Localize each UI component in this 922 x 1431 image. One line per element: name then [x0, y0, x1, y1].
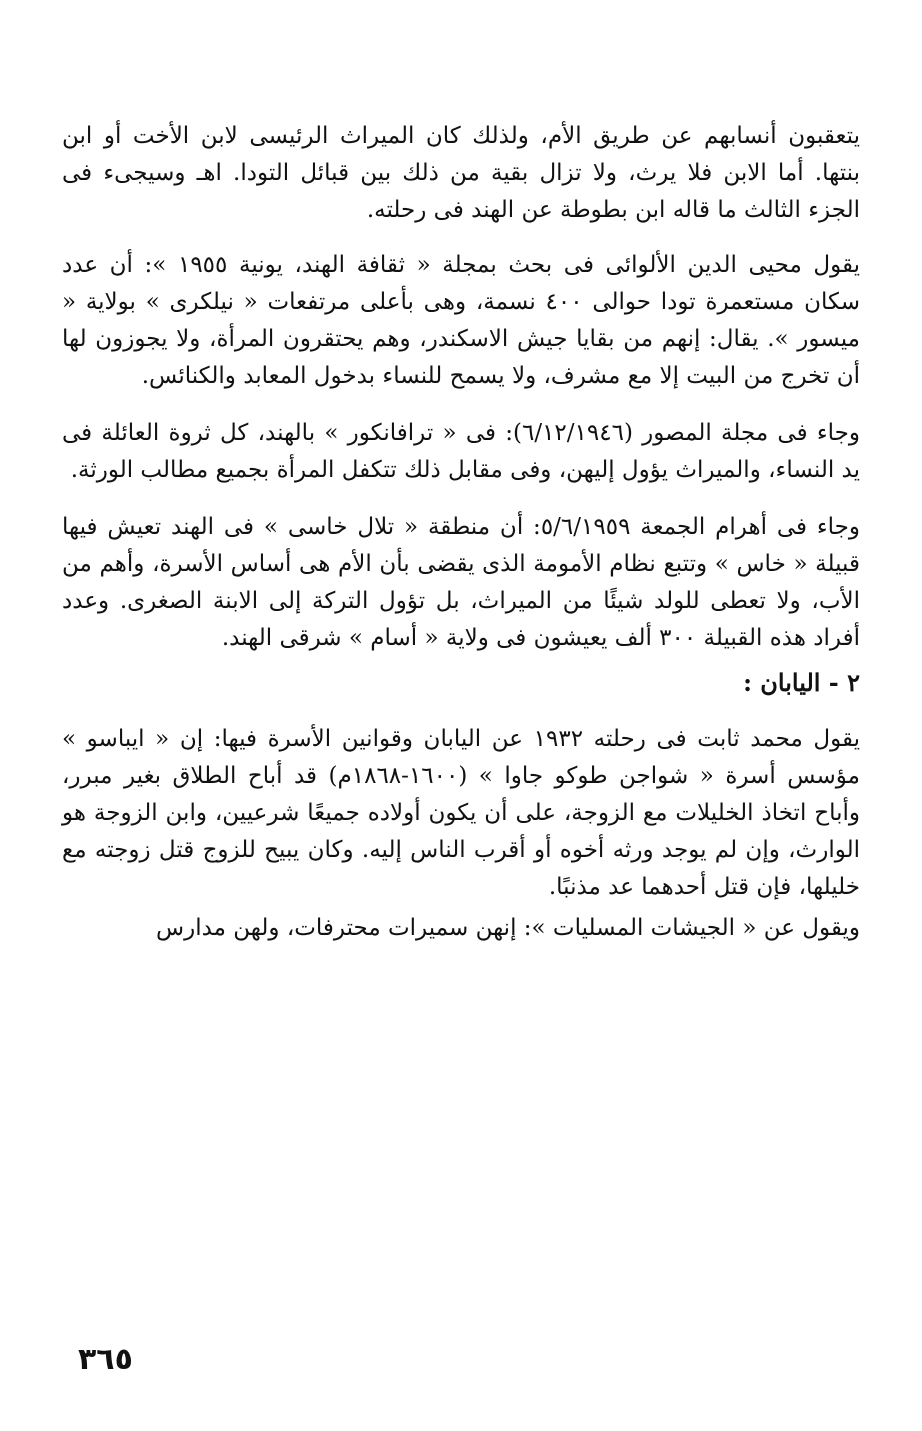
page-body — [62, 118, 860, 967]
paragraph-geishas: ويقول عن « الجيشات المسليات »: إنهن سميرات محترفات، ولهن مدارس — [156, 915, 860, 941]
paragraph-japan-family-law: يقول محمد ثابت فى رحلته ١٩٣٢ عن اليابان وقوانين الأسرة فيها: إن « ايباسو » مؤسس أسرة « شواجن طوكو جاوا » (١٦٠٠-١٨٦٨م) قد أباح الطلاق بغير مبرر، وأباح اتخاذ الخليلات مع الزوجة، على أن يكون أولاده جميعًا شرعيين، وابن الزوجة هو الوارث، وإن لم يوجد ورثه أخوه أو أقرب الناس إليه. وكان يبيح للزوج قتل زوجته مع خليلها، فإن قتل أحدهما عد مذنبًا. — [62, 726, 860, 900]
paragraph-toda-inheritance: يتعقبون أنسابهم عن طريق الأم، ولذلك كان الميراث الرئيسى لابن الأخت أو ابن بنتها. أما الابن فلا يرث، ولا تزال بقية من ذلك بين قبائل التودا. اهـ وسيجىء فى الجزء الثالث ما قاله ابن بطوطة عن الهند فى رحلته. — [62, 123, 860, 223]
page-number: ٣٦٥ — [78, 1342, 133, 1377]
paragraph-khasi-hills: وجاء فى أهرام الجمعة ٥/٦/١٩٥٩: أن منطقة « تلال خاسى » فى الهند تعيش فيها قبيلة « خاس » وتتبع نظام الأمومة الذى يقضى بأن الأم هى أساس الأسرة، وأهم من الأب، ولا تعطى للولد شيئًا من الميراث، بل تؤول التركة إلى الابنة الصغرى. وعدد أفراد هذه القبيلة ٣٠٠ ألف يعيشون فى ولاية « أسام » شرقى الهند. — [62, 514, 860, 651]
paragraph-toda-colony: يقول محيى الدين الألوائى فى بحث بمجلة « ثقافة الهند، يونية ١٩٥٥ »: أن عدد سكان مستعمرة تودا حوالى ٤٠٠ نسمة، وهى بأعلى مرتفعات « نيلكرى » بولاية « ميسور ». يقال: إنهم من بقايا جيش الاسكندر، وهم يحتقرون المرأة، ولا يجوزون لها أن تخرج من البيت إلا مع مشرف، ولا يسمح للنساء بدخول المعابد والكنائس. — [62, 252, 861, 389]
paragraph-travancore: وجاء فى مجلة المصور (٦/١٢/١٩٤٦): فى « ترافانكور » بالهند، كل ثروة العائلة فى يد النساء، والميراث يؤول إليهن، وفى مقابل ذلك تتكفل المرأة بجميع مطالب الورثة. — [62, 420, 860, 483]
section-heading-japan: ٢ - اليابان : — [743, 668, 860, 697]
